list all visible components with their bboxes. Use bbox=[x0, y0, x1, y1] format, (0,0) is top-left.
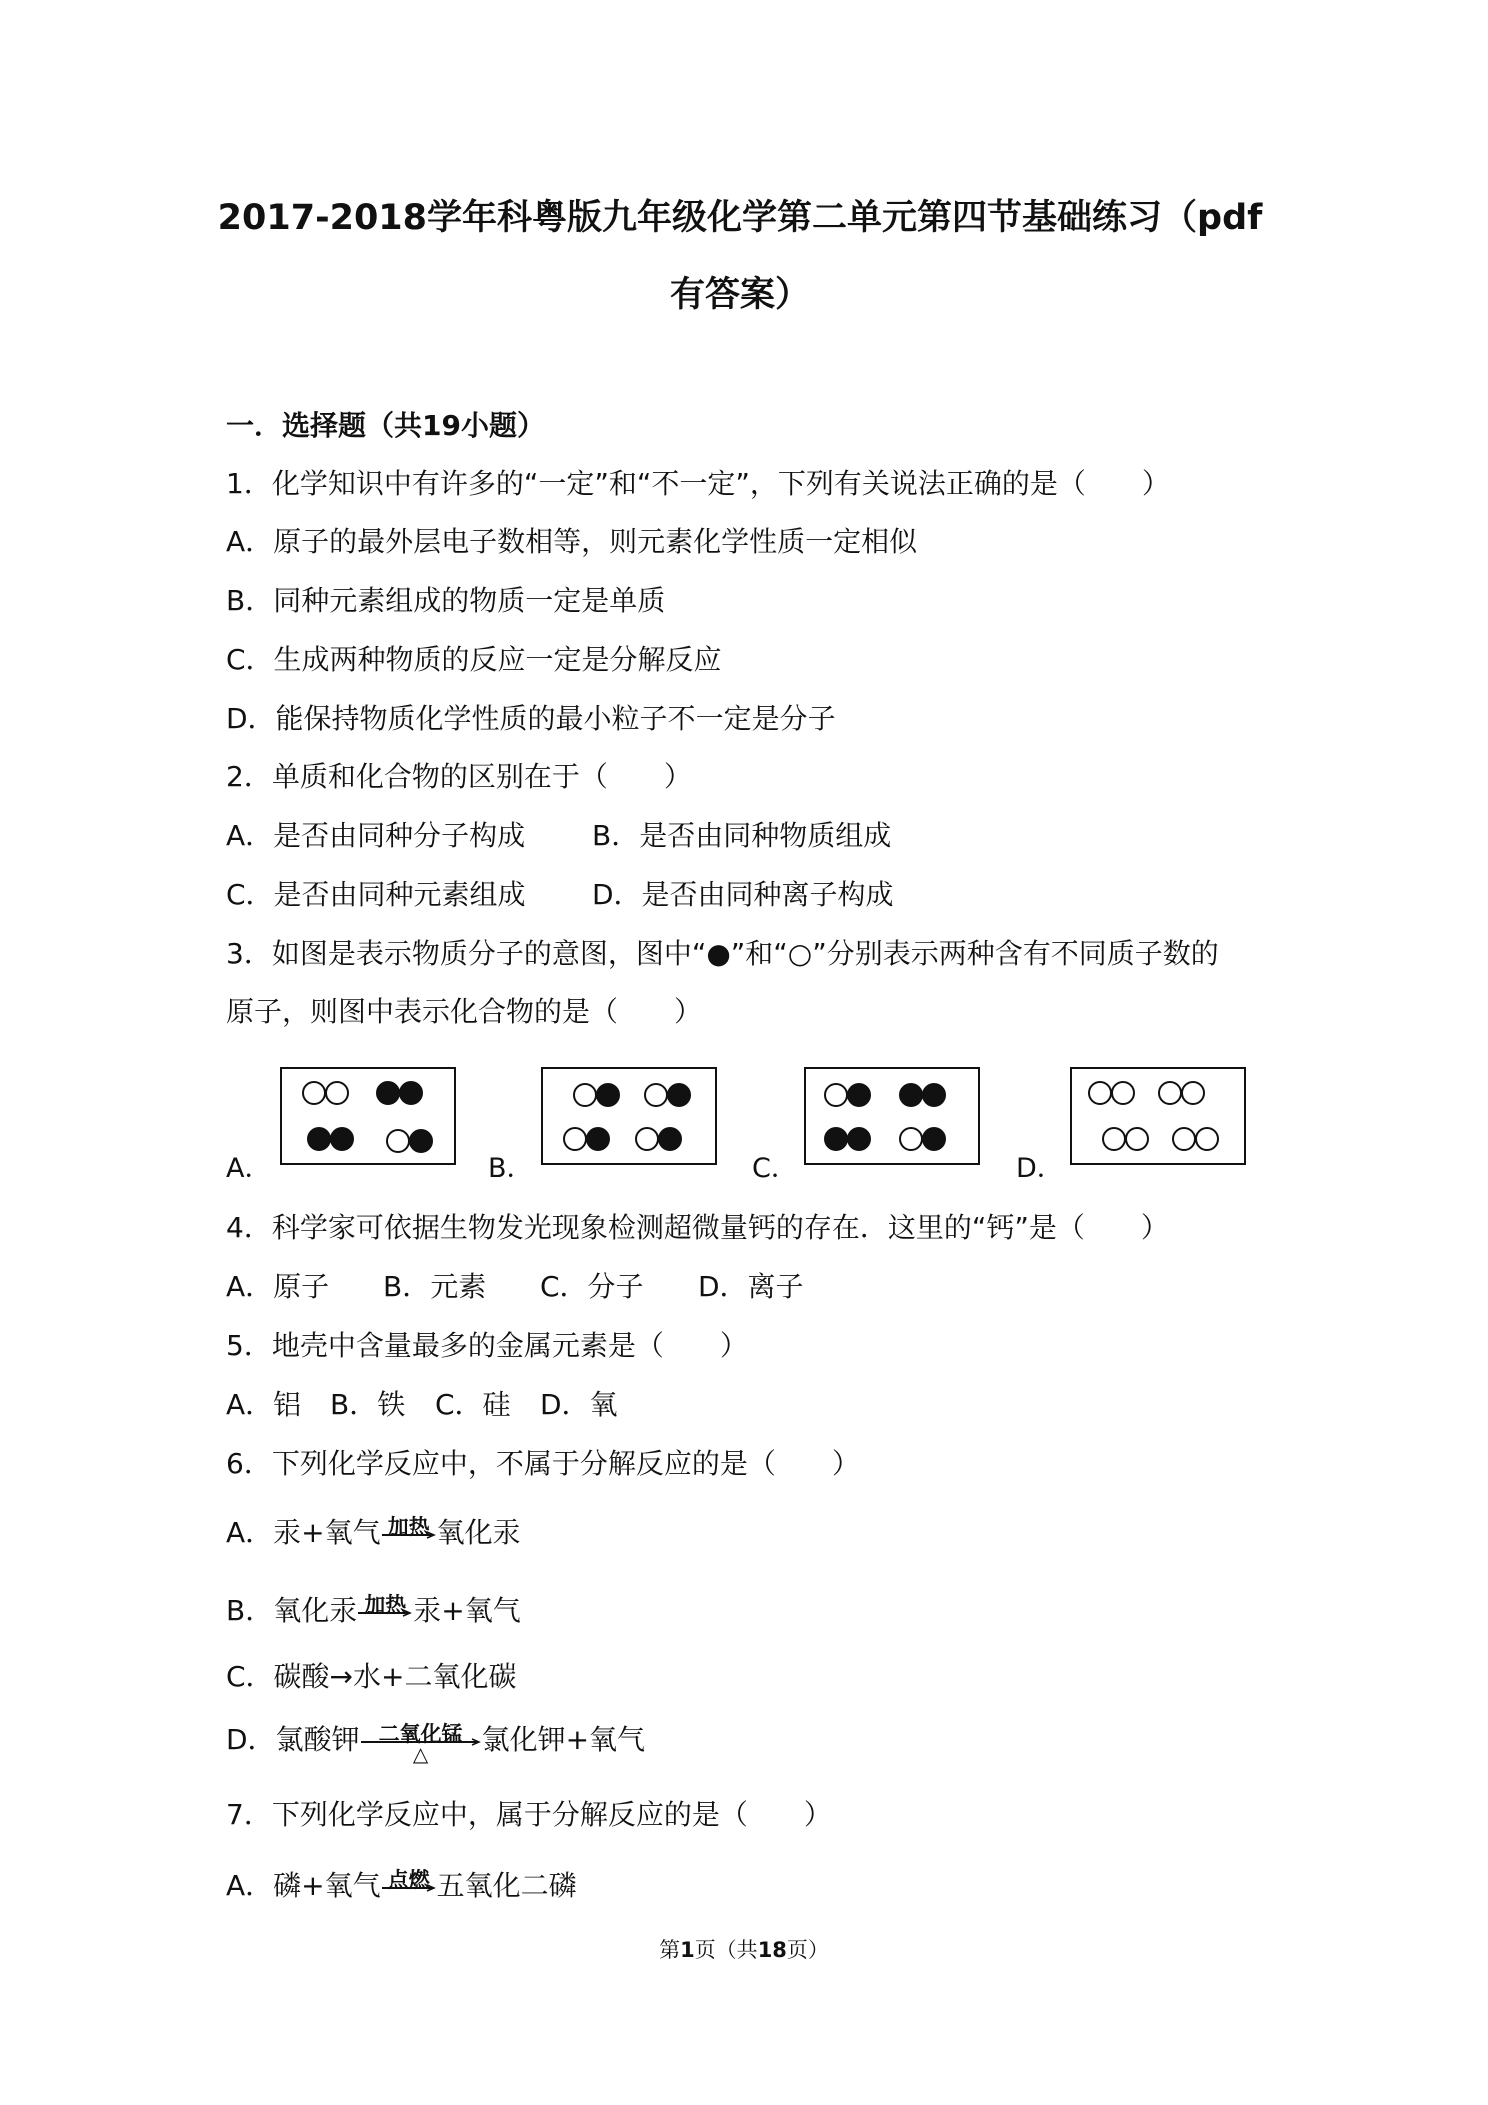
q3-figure-d bbox=[1070, 1067, 1246, 1165]
q7-option-a bbox=[226, 1868, 577, 1904]
q6-option-b-label: B． bbox=[226, 1594, 274, 1627]
q5-option-d: D．氧 bbox=[540, 1388, 618, 1421]
q7-stem: 7．下列化学反应中，属于分解反应的是（ ） bbox=[226, 1798, 832, 1831]
q6-option-a-label: A． bbox=[226, 1516, 274, 1549]
q1-option-d: D．能保持物质化学性质的最小粒子不一定是分子 bbox=[226, 702, 836, 735]
q2-option-d: D．是否由同种离子构成 bbox=[592, 878, 894, 911]
molecule-diagram-c bbox=[806, 1069, 978, 1163]
reaction-arrow bbox=[357, 1593, 413, 1629]
footer-prefix: 第 bbox=[659, 1938, 681, 1962]
q4-stem: 4．科学家可依据生物发光现象检测超微量钙的存在．这里的“钙”是（ ） bbox=[226, 1211, 1169, 1244]
q6-option-a-products: 氧化汞 bbox=[436, 1516, 521, 1549]
footer-suffix: 页） bbox=[786, 1938, 829, 1962]
q3-option-a-label: A． bbox=[226, 1153, 272, 1184]
q3-option-c-label: C． bbox=[752, 1153, 798, 1184]
q2-option-c: C．是否由同种元素组成 bbox=[226, 878, 526, 911]
reaction-condition: 点燃 bbox=[387, 1868, 430, 1892]
q6-option-d-reactants: 氯酸钾 bbox=[275, 1723, 360, 1756]
q3-figure-b bbox=[541, 1067, 717, 1165]
q7-option-a-label: A． bbox=[226, 1869, 274, 1902]
q6-option-b bbox=[226, 1593, 521, 1629]
document-title-line1: 2017-2018学年科粤版九年级化学第二单元第四节基础练习（pdf bbox=[217, 198, 1263, 238]
q6-option-b-reactants: 氧化汞 bbox=[273, 1594, 358, 1627]
q1-option-c: C．生成两种物质的反应一定是分解反应 bbox=[226, 643, 722, 676]
reaction-arrow bbox=[381, 1515, 437, 1551]
q3-figure-a bbox=[280, 1067, 456, 1165]
q5-stem: 5．地壳中含量最多的金属元素是（ ） bbox=[226, 1329, 748, 1362]
footer-total-pages: 18 bbox=[757, 1938, 787, 1962]
q6-option-d-products: 氯化钾+氧气 bbox=[481, 1723, 646, 1756]
q6-option-a-reactants: 汞+氧气 bbox=[273, 1516, 381, 1549]
footer-mid: 页（共 bbox=[694, 1938, 758, 1962]
q1-option-a: A．原子的最外层电子数相等，则元素化学性质一定相似 bbox=[226, 525, 918, 558]
q3-option-d-label: D． bbox=[1016, 1153, 1064, 1184]
q3-stem-line2: 原子，则图中表示化合物的是（ ） bbox=[226, 995, 703, 1028]
section-heading: 一．选择题（共19小题） bbox=[226, 409, 545, 442]
q4-option-d: D．离子 bbox=[698, 1270, 804, 1303]
q7-option-a-products: 五氧化二磷 bbox=[436, 1869, 577, 1902]
molecule-diagram-b bbox=[543, 1069, 715, 1163]
q5-option-c: C．硅 bbox=[435, 1388, 511, 1421]
document-title-line2: 有答案） bbox=[669, 275, 810, 315]
q6-stem: 6．下列化学反应中，不属于分解反应的是（ ） bbox=[226, 1447, 860, 1480]
heat-symbol: △ bbox=[412, 1742, 429, 1766]
q3-option-b-label: B． bbox=[488, 1153, 534, 1184]
q6-option-d bbox=[226, 1722, 646, 1766]
q1-option-b: B．同种元素组成的物质一定是单质 bbox=[226, 584, 666, 617]
molecule-diagram-a bbox=[282, 1069, 454, 1163]
q4-option-a: A．原子 bbox=[226, 1270, 330, 1303]
q7-option-a-reactants: 磷+氧气 bbox=[273, 1869, 381, 1902]
q4-option-b: B．元素 bbox=[383, 1270, 487, 1303]
q6-option-d-label: D． bbox=[226, 1723, 276, 1756]
footer-page-number: 1 bbox=[680, 1938, 695, 1962]
q3-figure-c bbox=[804, 1067, 980, 1165]
reaction-condition: 加热 bbox=[387, 1515, 430, 1539]
reaction-arrow bbox=[381, 1868, 437, 1904]
page-footer bbox=[0, 1934, 1488, 1964]
q5-option-a: A．铝 bbox=[226, 1388, 302, 1421]
q6-option-a bbox=[226, 1515, 521, 1551]
q1-stem: 1．化学知识中有许多的“一定”和“不一定”，下列有关说法正确的是（ ） bbox=[226, 467, 1170, 500]
q2-option-a: A．是否由同种分子构成 bbox=[226, 819, 526, 852]
q3-stem-line1: 3．如图是表示物质分子的意图，图中“●”和“○”分别表示两种含有不同质子数的 bbox=[226, 937, 1219, 970]
q5-option-b: B．铁 bbox=[330, 1388, 406, 1421]
molecule-diagram-d bbox=[1072, 1069, 1244, 1163]
q4-option-c: C．分子 bbox=[540, 1270, 644, 1303]
q6-option-b-products: 汞+氧气 bbox=[413, 1594, 521, 1627]
q6-option-c: C．碳酸→水+二氧化碳 bbox=[226, 1660, 517, 1693]
q2-stem: 2．单质和化合物的区别在于（ ） bbox=[226, 760, 692, 793]
reaction-condition: 加热 bbox=[364, 1593, 407, 1617]
q2-option-b: B．是否由同种物质组成 bbox=[592, 819, 892, 852]
reaction-condition: 二氧化锰 bbox=[378, 1722, 463, 1746]
reaction-arrow bbox=[360, 1722, 482, 1766]
